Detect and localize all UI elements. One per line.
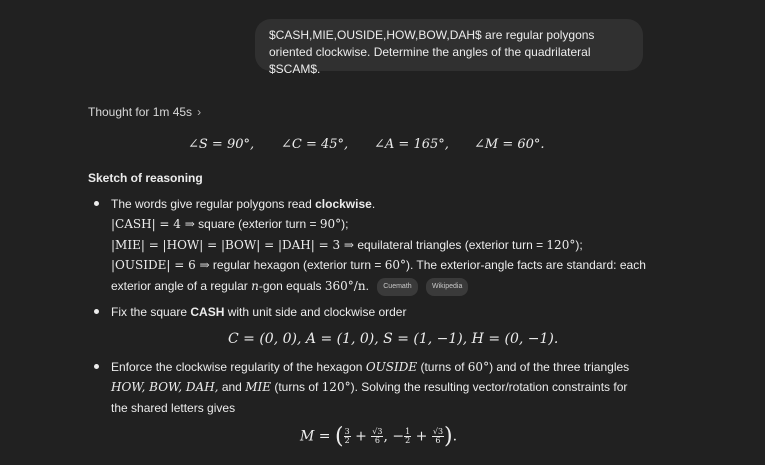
section-title: Sketch of reasoning (88, 171, 203, 185)
bullet-dot (94, 364, 99, 369)
bullet2-line1: Fix the square CASH with unit side and clockwise order (111, 305, 407, 319)
bullet-dot (94, 201, 99, 206)
angle-a: ∠A = 165°, (374, 137, 449, 152)
bullet1-line4: |OUSIDE| = 6 ⇒ regular hexagon (exterior turn = 60°). The exterior-angle facts are standard: each (111, 258, 646, 272)
bullet2-display-math: C = (0, 0), A = (1, 0), S = (1, −1), H = (0, −1). (228, 331, 559, 347)
source-badge-wikipedia[interactable]: Wikipedia (426, 278, 468, 296)
chevron-right-icon: › (197, 105, 202, 119)
thought-toggle[interactable] (88, 105, 201, 119)
bullet3-line3: the shared letters gives (111, 401, 236, 415)
bullet1-line3: |MIE| = |HOW| = |BOW| = |DAH| = 3 ⇒ equilateral triangles (exterior turn = 120°); (111, 238, 583, 252)
source-badge-cuemath[interactable]: Cuemath (377, 278, 417, 296)
thought-label: Thought for 1m 45s (88, 105, 193, 119)
bullet3-display-math: M = ( $\frac{3}{2}$ + $\frac{√3}{6}$ , − $\frac{1}{2}$ + $\frac{√3}{6}$ ). (300, 424, 458, 449)
bullet3-line1: Enforce the clockwise regularity of the hexagon OUSIDE (turns of 60°) and of the three triangles (111, 360, 630, 374)
angle-m: ∠M = 60°. (474, 137, 545, 152)
bullet-dot (94, 309, 99, 314)
bullet1-line2: |CASH| = 4 ⇒ square (exterior turn = 90°); (111, 217, 349, 231)
user-message: $CASH,MIE,OUSIDE,HOW,BOW,DAH$ are regular polygons oriented clockwise. Determine the angles of the quadrilateral $SCAM$. (255, 19, 643, 71)
bullet1-line1: The words give regular polygons read clockwise. (111, 197, 376, 211)
bullet1-line5: exterior angle of a regular n-gon equals 360°/n. Cuemath Wikipedia (111, 278, 468, 296)
angle-c: ∠C = 45°, (281, 137, 349, 152)
bullet3-line2: HOW, BOW, DAH, and MIE (turns of 120°). Solving the resulting vector/rotation constraints for (111, 380, 628, 394)
angle-s: ∠S = 90°, (188, 137, 255, 152)
